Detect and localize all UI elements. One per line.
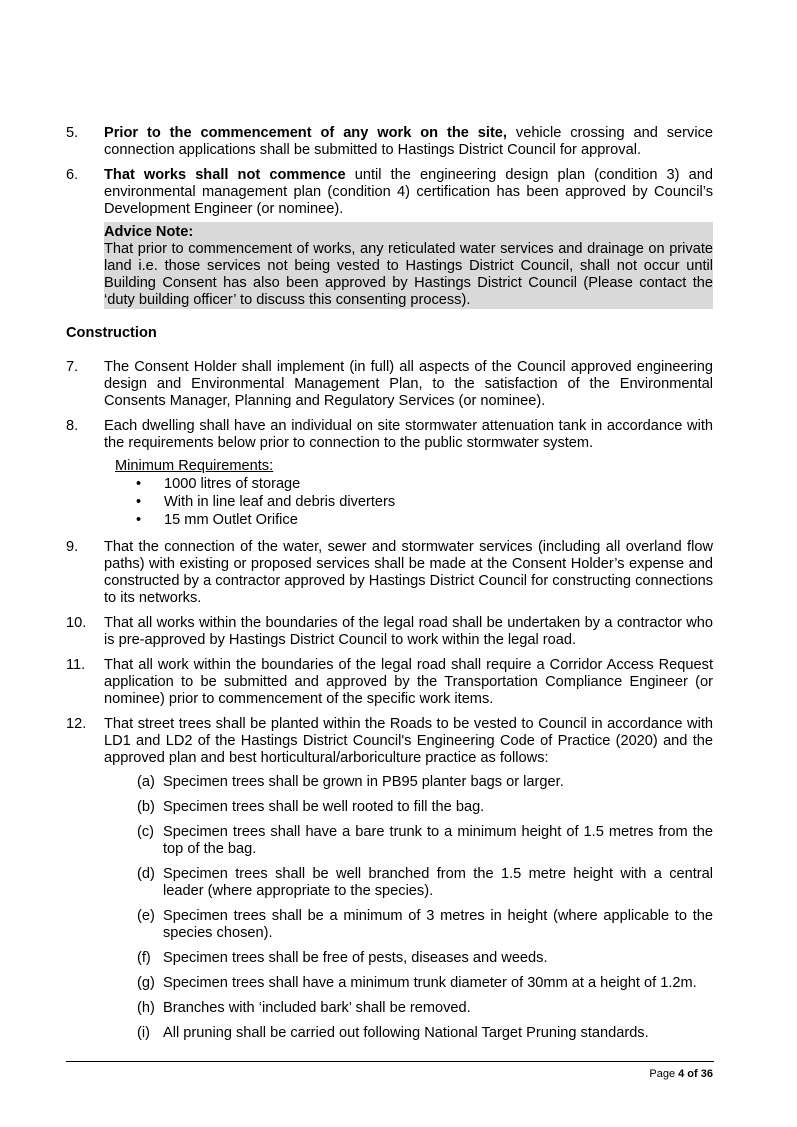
advice-note [104,222,713,309]
condition-number: 7. [66,359,79,375]
condition-number: 8. [66,418,79,434]
list-item: • 1000 litres of storage [135,476,395,494]
tree-spec-text: Specimen trees shall be well rooted to fill the bag. [163,799,485,815]
condition-lead: Prior to the commencement of any work on the site, [104,125,507,141]
minimum-requirements-list [135,476,395,530]
tree-spec-text: Specimen trees shall have a bare trunk to a minimum height of 1.5 metres from the top of the bag. [163,824,713,857]
condition-number: 9. [66,539,79,555]
tree-spec-label: (a) [137,774,155,790]
tree-spec-label: (b) [137,799,155,815]
total-pages: 36 [700,1068,713,1080]
minimum-requirements-title: Minimum Requirements: [115,458,274,474]
tree-spec-text: Specimen trees shall be a minimum of 3 metres in height (where applicable to the species chosen). [163,908,713,941]
tree-spec-label: (i) [137,1025,150,1041]
condition-body: vehicle crossing and service connection applications shall be submitted to Hastings District Council for approval. [104,125,713,158]
tree-spec-label: (d) [137,866,155,882]
tree-spec-label: (h) [137,1000,155,1016]
tree-spec-label: (c) [137,824,155,840]
tree-spec-label: (f) [137,950,151,966]
advice-note-title: Advice Note: [104,224,194,240]
condition-number: 10. [66,615,87,631]
current-page: 4 [678,1068,685,1080]
condition-text [104,167,713,218]
condition-text [104,125,713,159]
page-number [649,1066,713,1083]
condition-number: 6. [66,167,79,183]
tree-spec-text: All pruning shall be carried out following National Target Pruning standards. [163,1025,649,1041]
condition-number: 5. [66,125,79,141]
list-item: • 15 mm Outlet Orifice [135,512,395,530]
section-heading: Construction [66,325,157,341]
footer-divider [66,1061,714,1062]
tree-spec-text: Branches with ‘included bark’ shall be removed. [163,1000,471,1016]
condition-text: The Consent Holder shall implement (in full) all aspects of the Council approved engineering design and Environmental Management Plan, to the satisfaction of the Environmental Consents Manager, Planning and Regulatory Services (or nominee). [104,359,713,409]
tree-spec-text: Specimen trees shall have a minimum trunk diameter of 30mm at a height of 1.2m. [163,975,697,991]
tree-spec-text: Specimen trees shall be free of pests, diseases and weeds. [163,950,548,966]
condition-text: That all works within the boundaries of the legal road shall be undertaken by a contractor who is pre-approved by Hastings District Council to work within the legal road. [104,615,713,648]
condition-text: That all work within the boundaries of the legal road shall require a Corridor Access Request application to be submitted and approved by the Transportation Compliance Engineer (or nominee) prior to commencement of the specific work items. [104,657,713,707]
page-of: of [684,1068,701,1080]
condition-lead: That works shall not commence [104,167,346,183]
condition-body: until the engineering design plan (condition 3) and environmental management plan (condition 4) certification has been approved by Council’s Development Engineer (or nominee). [104,167,713,217]
advice-note-text: That prior to commencement of works, any reticulated water services and drainage on private land i.e. those services not being vested to Hastings District Council, shall not occur until Building Consent has also been approved by Hastings District Council (Please contact the ‘duty building officer’ to discuss this consenting process). [104,241,713,308]
condition-text: That street trees shall be planted within the Roads to be vested to Council in accordance with LD1 and LD2 of the Hastings District Council's Engineering Code of Practice (2020) and the approved plan and best horticultural/arboriculture practice as follows: [104,716,713,766]
condition-number: 11. [66,657,86,673]
condition-text: That the connection of the water, sewer and stormwater services (including all overland flow paths) with existing or proposed services shall be made at the Consent Holder’s expense and constructed by a contractor approved by Hastings District Council for constructing connections to its networks. [104,539,713,606]
condition-text: Each dwelling shall have an individual on site stormwater attenuation tank in accordance with the requirements below prior to connection to the public stormwater system. [104,418,713,451]
page-prefix: Page [649,1068,679,1080]
condition-number: 12. [66,716,87,732]
list-item: • With in line leaf and debris diverters [135,494,395,512]
tree-spec-text: Specimen trees shall be grown in PB95 planter bags or larger. [163,774,564,790]
tree-spec-label: (g) [137,975,155,991]
tree-spec-label: (e) [137,908,155,924]
tree-spec-text: Specimen trees shall be well branched from the 1.5 metre height with a central leader (where appropriate to the species). [163,866,713,899]
